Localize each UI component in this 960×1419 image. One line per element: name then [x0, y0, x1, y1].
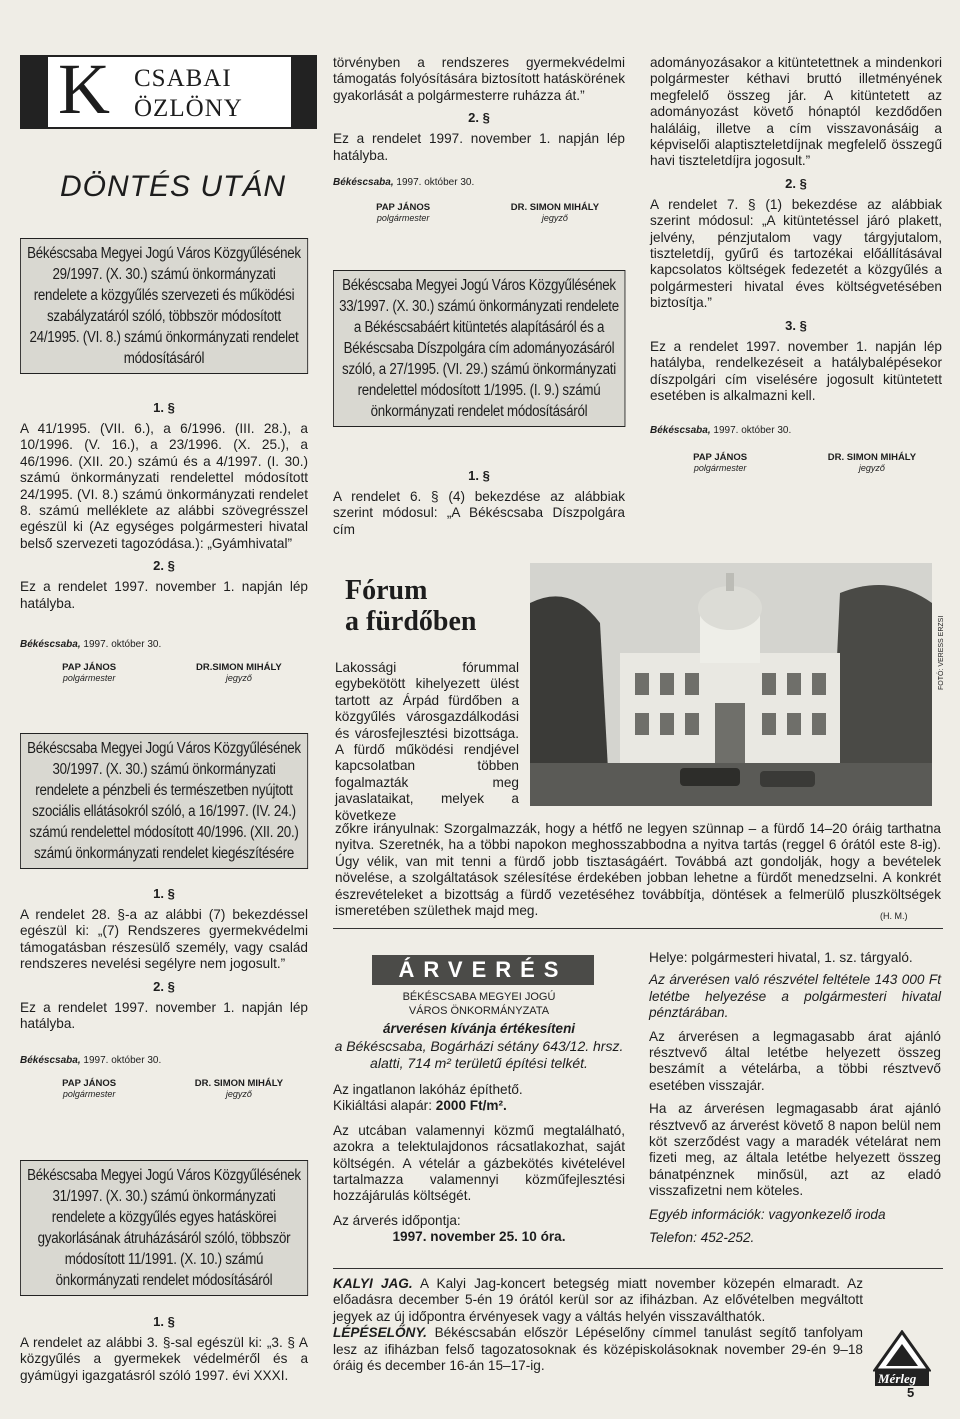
forum-text-wide: zőkre irányulnak: Szorgalmazzák, hogy a hétfő ne legyen szünnap – a fürdő 14–20 óráig tarthatna nyitva. Szeretnék, ha a többi napokon meghosszabbodna a nyitva tartás (reggel 6 órától este 8-ig). Úgy vélik, van mit tenni a fürdő jobb tisztaságáért. Továbbá azt gondolják, hogy a bevételek növelése, a szolgáltatások szélesítése érdekében jobban lehetne a fürdőt menedzselni. A konkrét észrevételeket a bizottság a fürdő vezetéséhez továbbítja, döntések a felmerülő pluszköltségek ismeretében születhek majd meg. [335, 821, 941, 919]
merleg-logo [873, 1330, 931, 1398]
section-title: DÖNTÉS UTÁN [60, 170, 287, 203]
signer-name: PAP JÁNOS [62, 662, 117, 674]
auction-info: Egyéb információk: vagyonkezelő iroda [649, 1206, 886, 1222]
auction-rule-1: Az árverésen a legmagasabb árat ajánló résztvevő által letétbe helyezett összeg beszámít a vételárba, a többi résztvevő esetében visszajár. [649, 1028, 941, 1093]
auction-base-price [333, 1098, 625, 1114]
masthead-left-block [22, 57, 48, 127]
auction-issuer: BÉKÉSCSABA MEGYEI JOGÚ VÁROS ÖNKORMÁNYZATA [402, 991, 556, 1017]
section-mark: 2. § [468, 110, 490, 126]
signer-name: PAP JÁNOS [376, 202, 431, 214]
auction-title: ÁRVERÉS [372, 955, 594, 985]
signer-name: DR.SIMON MIHÁLY [196, 662, 282, 674]
bath-building-image [530, 563, 932, 806]
divider [333, 928, 943, 929]
bath-building-photo [530, 563, 932, 806]
forum-title-line1: Fórum [345, 575, 428, 606]
signer-title: polgármester [62, 1089, 116, 1100]
section-mark: 1. § [468, 468, 490, 483]
auction-base-price-value: 2000 Ft/m². [435, 1098, 507, 1114]
section-mark: 1. § [153, 1314, 175, 1329]
decree-text: Ez a rendelet 1997. november 1. napján lép hatályba. [20, 579, 308, 611]
merleg-logo-icon [873, 1330, 931, 1398]
section-mark: 3. § [785, 317, 807, 333]
signatures [20, 662, 308, 684]
news-lepeselony-title: LÉPÉSELŐNY. [333, 1325, 427, 1341]
decree-text: Ez a rendelet 1997. november 1. napján lép hatályba, rendelkezéseit a hatálybalépésekor díszpolgári cím viselésére jogosult kitüntetett esetében is alkalmazni kell. [650, 338, 942, 403]
signer-name: DR. SIMON MIHÁLY [510, 202, 600, 214]
auction-date-label: Az árverés időpontja: [333, 1212, 461, 1228]
news-kalyi-jag-title: KALYI JAG. [333, 1276, 413, 1291]
auction-property: a Békéscsaba, Bogárházi sétány 643/12. hrsz. alatti, 714 m² területű építési telkét. [334, 1038, 624, 1071]
forum-headline [345, 575, 476, 637]
date: 1997. október 30. [80, 1055, 162, 1067]
decree-box-33: Békéscsaba Megyei Jogú Város Közgyűlésének 33/1997. (X. 30.) számú önkormányzati rendelete a Békéscsabáért kitüntetés alapításáról és a Békéscsaba Díszpolgára cím adományozásáról szóló, a 27/1995. (VI. 29.) számú önkormányzati rendelettel módosított 1/1995. (I. 9.) számú önkormányzati rendelet módosításáról [333, 270, 625, 427]
decree-text: adományozásakor a kitüntetettnek a mindenkori polgármester kéthavi bruttó illetményének megfelelő összeg jár. A kitüntetett az adományozást követő hónaptól kezdődően haláláig, illetve a cím visszavonásáig a képviselői alaptiszteletdíjnak megfelelő összegű havi tiszteletdíjra jogosult.” [650, 55, 942, 169]
auction-utilities: Az utcában valamennyi közmű megtalálható, azokra a telektulajdonos rácsatlakozhat, saját költségén. A vételár a gázbekötés kivételével tartalmazza valamennyi közműfejlesztési hozzájárulás költségét. [333, 1122, 625, 1204]
auction-rule-2: Ha az árverésen legmagasabb árat ajánló résztvevő az árverést követő 8 napon belül nem köt szerződést vagy a maradék vételárat nem fizeti meg, az általa letétbe helyezett összeg bánatpénznek minősül, azt az eladó visszafizetni nem köteles. [649, 1101, 941, 1199]
place: Békéscsaba, [650, 425, 711, 437]
masthead-initial: K [58, 49, 110, 129]
signatures [333, 202, 625, 224]
masthead-right-block [291, 57, 315, 127]
forum-title-line2: a fürdőben [345, 606, 477, 637]
signer-title: polgármester [62, 673, 116, 684]
signer-name: PAP JÁNOS [693, 452, 748, 464]
decree-text: Ez a rendelet 1997. november 1. napján lép hatályba. [20, 999, 308, 1032]
decree-text: Ez a rendelet 1997. november 1. napján lép hatályba. [333, 131, 625, 163]
decree-text: A rendelet 7. § (1) bekezdése az alábbiak szerint módosul: „A kitüntetéssel járó plakett, jelvény, pénzjutalom vagy tárgyjutalom, tiszteletdíj, gyűrű és tartozékai előállításával kapcsolatos költségek fedezetét a közgyűlés a polgármesteri hivatal éves költségvetésében biztosítja.” [650, 196, 942, 311]
auction-intent: árverésen kívánja értékesíteni [382, 1021, 576, 1036]
news-lepeselony-text: Békéscsabán először Lépéselőny címmel tanulást segítő tanfolyam lesz az ifiházban felső tagozatosoknak és középiskolásoknak november 29-én 9–18 óráig és december 16-án 15–17-ig. [333, 1325, 863, 1374]
signatures [20, 1078, 308, 1100]
decree-text: A rendelet az alábbi 3. §-sal egészül ki: „3. § A közgyűlés a gyermekek védelméről és a gyámügyi igazgatásról szóló 1997. évi XXXI. [20, 1335, 308, 1383]
signer-name: DR. SIMON MIHÁLY [194, 1078, 284, 1090]
signer-name: DR. SIMON MIHÁLY [827, 452, 917, 464]
divider [333, 1268, 943, 1269]
news-block [333, 1276, 863, 1374]
auction-right [649, 950, 941, 1247]
place: Békéscsaba, [333, 177, 394, 189]
section-mark: 2. § [785, 175, 807, 191]
auction-phone: Telefon: 452-252. [649, 1230, 755, 1246]
masthead [20, 49, 317, 129]
forum-text-narrow: Lakossági fórummal egybekötött kihelyezett ülést tartott az Árpád fürdőben a közgyűlés városgazdálkodási és városfejlesztési bizottsága. A fürdő működési rendjével kapcsolatban többen fogalmazták meg javaslataikat, melyek a következe [335, 660, 519, 823]
date: 1997. október 30. [80, 639, 162, 651]
auction-date: 1997. november 25. 10 óra. [392, 1229, 566, 1245]
decree-box-30: Békéscsaba Megyei Jogú Város Közgyűlésének 30/1997. (X. 30.) számú önkormányzati rendelete a pénzbeli és természetben nyújtott szociális ellátásokról szóló, a 16/1997. (IV. 24.) számú rendelettel módosított 40/1996. (XII. 20.) számú önkormányzati rendelet kiegészítésére [20, 733, 308, 869]
auction-deposit: Az árverésen való részvétel feltétele 143 000 Ft letétbe helyezése a polgármesteri hivatal pénztárában. [649, 972, 941, 1021]
logo-text: Mérleg [878, 1371, 917, 1386]
news-kalyi-jag [333, 1276, 863, 1325]
masthead-line2: ÖZLÖNY [134, 95, 243, 122]
news-lepeselony [333, 1325, 863, 1374]
date: 1997. október 30. [710, 425, 792, 437]
decree-box-29: Békéscsaba Megyei Jogú Város Közgyűlésének 29/1997. (X. 30.) számú önkormányzati rendelete a közgyűlés szervezeti és működési szabályzatáról szóló, többször módosított 24/1995. (VI. 8.) számú önkormányzati rendelet módosításáról [20, 238, 308, 374]
decree-text: A 41/1995. (VII. 6.), a 6/1996. (III. 28.), a 10/1996. (V. 16.), a 23/1996. (X. 25.), a 46/1996. (XII. 20.) számú és a 4/1997. (I. 30.) számú önkormányzati rendelettel módosított 24/1995. (VI. 8.) számú önkormányzati rendelet 8. számú melléklete az alábbi szövegrésszel egészül ki (Az egységes polgármesteri hivatal belső szervezeti tagozódása.): „Gyámhivatal” [20, 421, 308, 551]
page-number: 5 [907, 1385, 915, 1400]
decree-text: A rendelet 6. § (4) bekezdése az alábbiak szerint módosul: „A Békéscsaba Díszpolgára cím [333, 489, 625, 537]
photo-credit: FOTÓ: VERESS ERZSI [938, 615, 945, 690]
section-mark: 1. § [153, 400, 175, 415]
signer-title: jegyző [225, 673, 252, 684]
signer-title: jegyző [858, 463, 885, 474]
auction-left [333, 990, 625, 1246]
section-mark: 2. § [153, 978, 175, 994]
signer-title: polgármester [376, 213, 430, 224]
forum-author: (H. M.) [880, 911, 908, 921]
auction-buildable: Az ingatlanon lakóház építhető. [333, 1082, 523, 1097]
date: 1997. október 30. [393, 177, 475, 189]
place: Békéscsaba, [20, 639, 81, 651]
place: Békéscsaba, [20, 1055, 81, 1067]
signer-name: PAP JÁNOS [62, 1078, 117, 1090]
auction-base-price-label: Kikiáltási alapár: [333, 1098, 436, 1114]
news-kalyi-jag-text: A Kalyi Jag-koncert betegség miatt november közepén elmaradt. Az előadásra december 5-én 19 órától kerül sor az ifiházban. Az elővételben megváltott jegyek az új időpontra érvényesek vagy a váltás helyén visszaválthatók. [333, 1276, 864, 1324]
signer-title: jegyző [225, 1089, 252, 1100]
section-mark: 1. § [153, 886, 175, 901]
decree-box-31: Békéscsaba Megyei Jogú Város Közgyűlésének 31/1997. (X. 30.) számú önkormányzati rendelete a közgyűlés egyes hatáskörei gyakorlásának átruházásáról szóló, többször módosított 11/1991. (X. 10.) számú önkormányzati rendelet módosításáról [20, 1160, 308, 1296]
section-mark: 2. § [153, 558, 175, 574]
signatures [650, 452, 942, 474]
masthead-line1: CSABAI [134, 65, 232, 92]
auction-place: Helye: polgármesteri hivatal, 1. sz. tárgyaló. [649, 950, 913, 965]
decree-text: törvényben a rendszeres gyermekvédelmi támogatás folyósítására biztosított hatáskörének gyakorlását a polgármesterre ruházza át.” [333, 55, 625, 103]
signer-title: jegyző [541, 213, 568, 224]
signer-title: polgármester [693, 463, 747, 474]
decree-text: A rendelet 28. §-a az alábbi (7) bekezdéssel egészül ki: „(7) Rendszeres gyermekvédelmi támogatásban részesülő személy, vagy család rendszeres nevelési segélyre nem jogosult.” [20, 907, 308, 972]
